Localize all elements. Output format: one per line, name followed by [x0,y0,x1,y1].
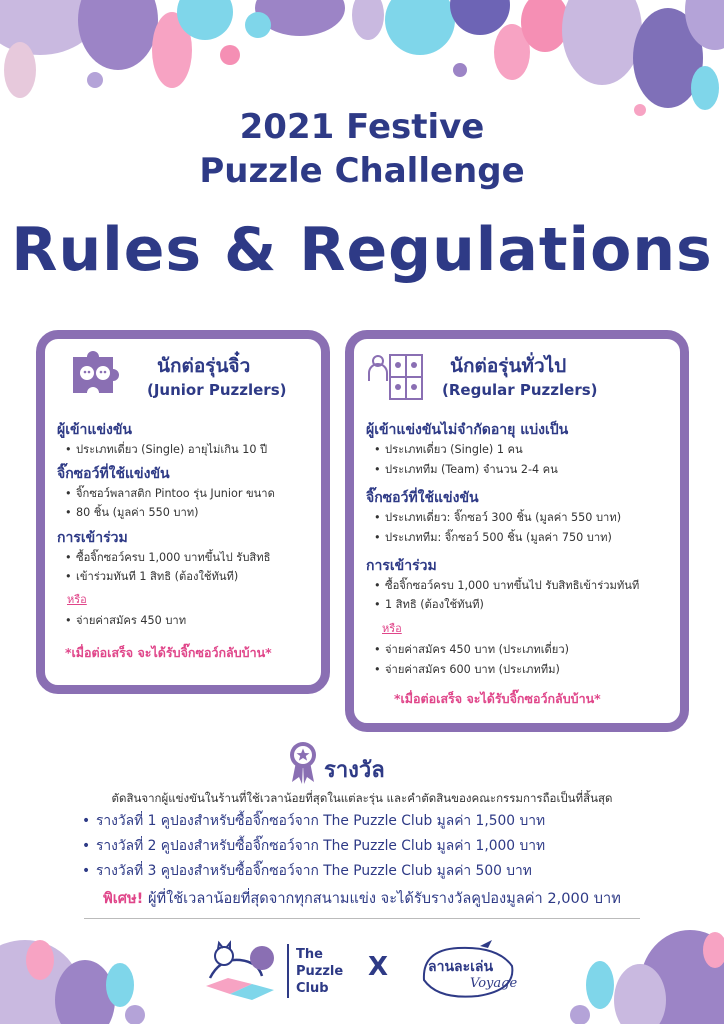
prize-item: • รางวัลที่ 3 คูปองสำหรับซื้อจิ๊กซอว์จาก The Puzzle Club มูลค่า 500 บาท [96,860,532,882]
list-item: • ประเภททีม (Team) จำนวน 2-4 คน [385,460,558,479]
prize-item: • รางวัลที่ 2 คูปองสำหรับซื้อจิ๊กซอว์จาก The Puzzle Club มูลค่า 1,000 บาท [96,835,545,857]
top-splash-decoration [0,0,724,116]
logo-separator [287,944,289,998]
junior-title: นักต่อรุ่นจิ๋ว [157,355,251,377]
puzzle-club-logo-line1: The [296,947,323,962]
team-puzzle-icon [366,351,426,403]
list-item: • จ่ายค่าสมัคร 450 บาท [76,611,186,630]
event-title-line1: 2021 Festive [239,107,485,147]
junior-card [36,330,330,694]
junior-join-heading: การเข้าร่วม [57,530,128,546]
list-item: • ซื้อจิ๊กซอว์ครบ 1,000 บาทขึ้นไป รับสิทธิเข้าร่วมทันที [385,576,639,595]
or-label: หรือ [67,593,87,606]
regular-participants-heading: ผู้เข้าแข่งขันไม่จำกัดอายุ แบ่งเป็น [366,422,569,438]
puzzle-piece-icon [65,347,127,399]
special-prize [0,887,724,910]
divider [84,918,640,919]
event-title-line2: Puzzle Challenge [199,151,525,191]
list-item: • จิ๊กซอว์พลาสติก Pintoo รุ่น Junior ขนาด [76,484,275,503]
list-item: • จ่ายค่าสมัคร 600 บาท (ประเภททีม) [385,660,560,679]
voyage-logo-text: ลานละเล่น [428,959,494,975]
list-item: • ประเภทเดี่ยว (Single) อายุไม่เกิน 10 ปี [76,440,267,459]
list-item-continued [385,595,484,614]
junior-subtitle: (Junior Puzzlers) [147,381,287,399]
special-text: ผู้ที่ใช้เวลาน้อยที่สุดจากทุกสนามแข่ง จะได้รับรางวัลคูปองมูลค่า 2,000 บาท [143,890,621,907]
prizes-description: ตัดสินจากผู้แข่งขันในร้านที่ใช้เวลาน้อยที่สุดในแต่ละรุ่น และคำตัดสินของคณะกรรมการถือเป็นที่สิ้นสุด [111,791,613,805]
list-item: • ประเภทเดี่ยว: จิ๊กซอว์ 300 ชิ้น (มูลค่า 550 บาท) [385,508,621,527]
bottom-right-splash-decoration [570,930,724,1024]
regular-title: นักต่อรุ่นทั่วไป [450,355,567,377]
special-label: พิเศษ! [103,890,144,907]
list-item: • จ่ายค่าสมัคร 450 บาท (ประเภทเดี่ยว) [385,640,569,659]
bottom-left-splash-decoration [0,940,145,1024]
page-title: Rules & Regulations [11,215,713,285]
junior-participants-heading: ผู้เข้าแข่งขัน [57,422,132,438]
puzzle-club-logo-line2: Puzzle [296,964,344,979]
regular-subtitle: (Regular Puzzlers) [442,381,598,399]
prize-item: • รางวัลที่ 1 คูปองสำหรับซื้อจิ๊กซอว์จาก The Puzzle Club มูลค่า 1,500 บาท [96,810,545,832]
or-label: หรือ [382,622,402,635]
cat-puzzle-logo-icon [200,938,284,1004]
voyage-logo-subtext: Voyage [470,976,518,991]
prizes-title: รางวัล [324,758,385,783]
list-item: • ประเภทเดี่ยว (Single) 1 คน [385,440,523,459]
regular-join-heading: การเข้าร่วม [366,558,437,574]
list-item: • ซื้อจิ๊กซอว์ครบ 1,000 บาทขึ้นไป รับสิทธิ [76,548,270,567]
list-item-text: 1 สิทธิ (ต้องใช้ทันที) [385,598,484,611]
award-ribbon-icon [288,740,318,784]
list-item-text: 80 ชิ้น (มูลค่า 550 บาท) [76,506,199,519]
regular-note: *เมื่อต่อเสร็จ จะได้รับจิ๊กซอว์กลับบ้าน* [394,691,601,706]
regular-puzzle-heading: จิ๊กซอว์ที่ใช้แข่งขัน [366,490,479,506]
puzzle-club-logo-line3: Club [296,981,329,996]
regular-card [345,330,689,732]
list-item-text: เข้าร่วมทันที 1 สิทธิ (ต้องใช้ทันที) [76,570,239,583]
collaboration-x: X [368,952,389,982]
list-item-continued [76,567,238,586]
list-item: • ประเภททีม: จิ๊กซอว์ 500 ชิ้น (มูลค่า 750 บาท) [385,528,612,547]
junior-puzzle-heading: จิ๊กซอว์ที่ใช้แข่งขัน [57,466,170,482]
list-item-continued [76,503,199,522]
junior-note: *เมื่อต่อเสร็จ จะได้รับจิ๊กซอว์กลับบ้าน* [65,645,272,660]
